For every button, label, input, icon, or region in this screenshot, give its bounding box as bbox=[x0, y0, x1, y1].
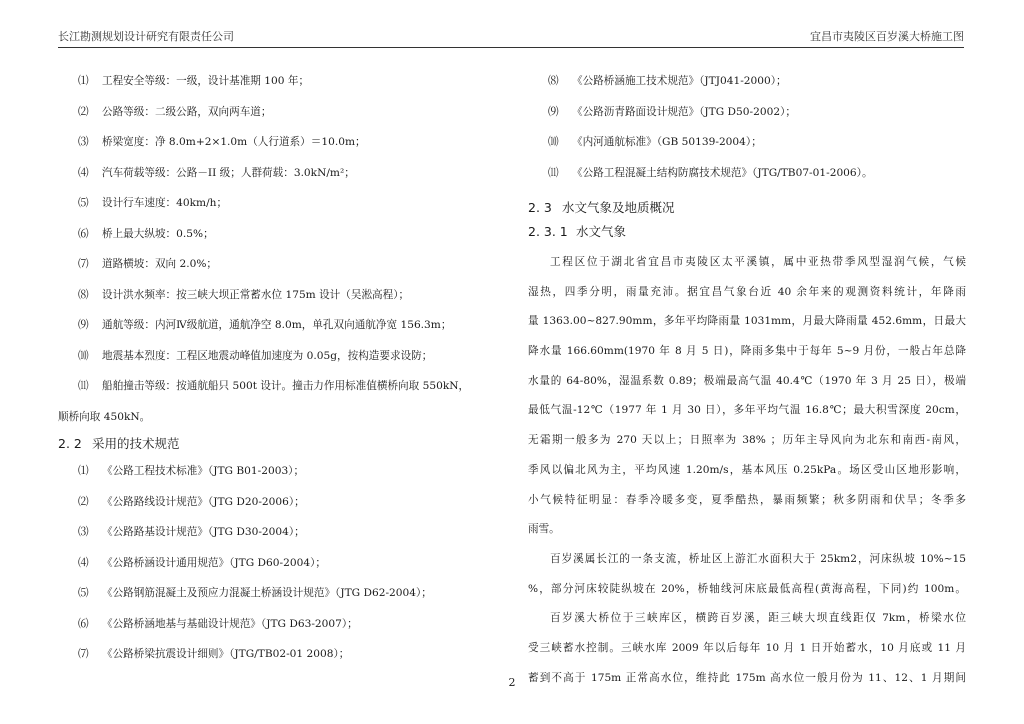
paragraph-line: 水量的 64-80%，湿温系数 0.89；极端最高气温 40.4℃（1970 年 3 月 25 日），极端 bbox=[528, 374, 966, 387]
norm-item: ⑴ 《公路工程技术标准》（JTG B01-2003）； bbox=[78, 465, 305, 477]
norm-item: ⑺ 《公路桥梁抗震设计细则》（JTG/TB02-01 2008）； bbox=[78, 648, 350, 660]
paragraph-line: 雨雪。 bbox=[528, 523, 560, 536]
paragraph-line: 小气候特征明显：春季冷暖多变，夏季酷热，暴雨频繁；秋多阴雨和伏旱；冬季多 bbox=[528, 493, 966, 506]
right-column bbox=[528, 66, 966, 693]
paragraph-line: 蓄到不高于 175m 正常高水位，维持此 175m 高水位一般月份为 11、12、1 月期间 bbox=[528, 671, 966, 684]
list-item: ⑶ 桥梁宽度：净 8.0m+2×1.0m（人行道系）＝10.0m； bbox=[78, 136, 366, 148]
list-item: ⑽ 地震基本烈度：工程区地震动峰值加速度为 0.05g，按构造要求设防； bbox=[78, 349, 433, 362]
paragraph-river bbox=[528, 545, 966, 604]
list-item: ⑸ 设计行车速度：40km/h； bbox=[78, 197, 228, 209]
left-column bbox=[58, 66, 498, 670]
list-item: ⑻ 设计洪水频率：按三峡大坝正常蓄水位 175m 设计（吴淞高程）； bbox=[78, 288, 410, 301]
norm-item: ⑾ 《公路工程混凝土结构防腐技术规范》（JTG/TB07-01-2006）。 bbox=[548, 166, 873, 179]
paragraph-line: 降水量 166.60mm(1970 年 8 月 5 日)，降雨多集中于每年 5~9 月份，一般占年总降 bbox=[528, 345, 966, 358]
header-rule bbox=[58, 47, 964, 48]
list-item: ⑾ 船舶撞击等级：按通航船只 500t 设计。撞击力作用标准值横桥向取 550kN， bbox=[78, 380, 470, 392]
norm-item: ⑹ 《公路桥涵地基与基础设计规范》（JTG D63-2007）； bbox=[78, 617, 358, 630]
paragraph-line: 工程区位于湖北省宜昌市夷陵区太平溪镇，属中亚热带季风型湿润气候，气候 bbox=[550, 256, 966, 268]
header-project: 宜昌市夷陵区百岁溪大桥施工图 bbox=[810, 30, 964, 43]
paragraph-line: 最低气温-12℃（1977 年 1 月 30 日），多年平均气温 16.8℃；最大积雪深度 20cm， bbox=[528, 404, 966, 417]
norm-item: ⑻ 《公路桥涵施工技术规范》（JTJ041-2000）； bbox=[548, 75, 787, 87]
list-item: ⑴ 工程安全等级：一级，设计基准期 100 年； bbox=[78, 75, 310, 87]
paragraph-line: %，部分河床较陡纵坡在 20%，桥轴线河床底最低高程(黄海高程，下同)约 100m。 bbox=[528, 582, 966, 595]
list-item: ⑼ 通航等级：内河Ⅳ级航道，通航净空 8.0m，单孔双向通航净宽 156.3m； bbox=[78, 319, 452, 331]
paragraph-line: 季风以偏北风为主，平均风速 1.20m/s，基本风压 0.25kPa。场区受山区地形影响， bbox=[528, 463, 966, 476]
norm-item: ⑷ 《公路桥涵设计通用规范》（JTG D60-2004）； bbox=[78, 556, 326, 569]
paragraph-line: 百岁溪大桥位于三峡库区，横跨百岁溪，距三峡大坝直线距仅 7km，桥梁水位 bbox=[550, 612, 966, 625]
list-item: ⑷ 汽车荷载等级：公路－II 级；人群荷载：3.0kN/m²； bbox=[78, 166, 355, 179]
norm-item: ⑼ 《公路沥青路面设计规范》（JTG D50-2002）； bbox=[548, 105, 796, 118]
paragraph-line: 无霜期一般多为 270 天以上；日照率为 38% ；历年主导风向为北东和南西-南风， bbox=[528, 434, 966, 447]
section-heading-2-2: 2. 2 采用的技术规范 bbox=[58, 436, 180, 451]
norm-item: ⑵ 《公路路线设计规范》（JTG D20-2006）； bbox=[78, 495, 305, 508]
section-heading-2-3-1: 2. 3. 1 水文气象 bbox=[528, 224, 627, 239]
paragraph-climate bbox=[528, 248, 966, 545]
list-item: ⑺ 道路横坡：双向 2.0%； bbox=[78, 258, 218, 270]
list-item-continuation: 顺桥向取 450kN。 bbox=[58, 410, 151, 423]
norm-item: ⑸ 《公路钢筋混凝土及预应力混凝土桥涵设计规范》（JTG D62-2004）； bbox=[78, 587, 432, 599]
paragraph-line: 百岁溪属长江的一条支流，桥址区上游汇水面积大于 25km2，河床纵坡 10%~15 bbox=[550, 552, 966, 565]
header-company: 长江勘测规划设计研究有限责任公司 bbox=[58, 30, 234, 43]
list-item: ⑵ 公路等级：二级公路，双向两车道； bbox=[78, 105, 272, 118]
paragraph-line: 受三峡蓄水控制。三峡水库 2009 年以后每年 10 月 1 日开始蓄水，10 月底或 11 月 bbox=[528, 641, 966, 654]
norm-item: ⑽ 《内河通航标准》（GB 50139-2004）； bbox=[548, 136, 762, 148]
paragraph-line: 量 1363.00~827.90mm，多年平均降雨量 1031mm，月最大降雨量 452.6mm，日最大 bbox=[528, 315, 966, 328]
paragraph-line: 湿热，四季分明，雨量充沛。据宜昌气象台近 40 余年来的观测资料统计，年降雨 bbox=[528, 285, 966, 298]
norm-item: ⑶ 《公路路基设计规范》（JTG D30-2004）； bbox=[78, 526, 305, 538]
section-heading-2-3: 2. 3 水文气象及地质概况 bbox=[528, 200, 675, 215]
list-item: ⑹ 桥上最大纵坡：0.5%； bbox=[78, 227, 214, 240]
page-number: 2 bbox=[508, 676, 516, 689]
